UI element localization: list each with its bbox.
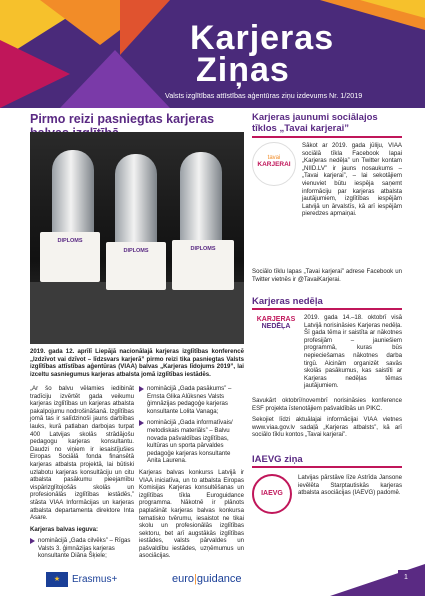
masthead xyxy=(0,0,425,108)
erasmus-logo: Erasmus+ xyxy=(72,574,118,585)
award-item: nominācijā „Gada informatīvais/ metodiskais materiāls” – Balvu novada pašvaldības izglītības, kultūras un sporta pārvaldes pedagoģe karjeras konsultante Anita Laurena. xyxy=(139,419,244,465)
social-heading: Karjeras jaunumi sociālajos tīklos „Tavai karjerai” xyxy=(252,112,378,134)
main-lead: 2019. gada 12. aprīlī Liepājā nacionālajā karjeras izglītības konferencē „Izdzīvot vai dzīvot – līdzsvars karjerā” pirmo reizi tika pasniegtas Valsts izglītības attīstības aģentūras (VIAA) balvas „Karjeras līdojums 2019”, lai izceltu sasniegumus karjeras atbalsta jomā izglītības iestādēs. xyxy=(30,348,244,378)
iaevg-heading: IAEVG ziņa xyxy=(252,454,303,465)
decor-triangle xyxy=(120,0,170,55)
iaevg-text: Latvijas pārstāve līze Astrīda Jansone ievēlēta Starptautiskās karjeras atbalsta asociācijas (IAEVG) padomē. xyxy=(298,474,402,497)
diploma-plaque: DIPLOMS xyxy=(40,232,100,282)
social-text-2: Sociālo tīklu lapas „Tavai karjerai” adrese Facebook un Twitter vietnēs ir @TavaiKarjerai. xyxy=(252,268,402,283)
divider xyxy=(252,308,402,310)
tavai-karjerai-logo: tavai KARJERAI xyxy=(252,142,296,186)
diploma-plaque: DIPLOMS xyxy=(172,240,234,290)
main-column-1: „Ar šo balvu vēlamies iedibināt tradīciju izvērtēt gada veikumu karjeras izglītības un karjeras atbalsta pakalpojumu nodrošināšanā. Izglītības jomā tas ir salīdzinoši jauns darbības lauks, kurā patlaban darbojas turpat 400 Latvijas skolās strādājošu pedagogu karjeras konsultantu. Daudzi no viņiem ir iesaistījušies Eiropas Sociālā fonda finansētā karjeras atbalsta projektā, lai būtiski uzlabotu karjeras konsultāciju un citu atbalsta pasākumu pieejamību vispārizglītojošās skolās un profesionālās izglītības iestādēs,” stāsta VIAA Informācijas un karjeras atbalsta departamenta direktore Inta Asare. Karjeras balvas ieguva: nominācijā „Gada cilvēks” – Rīgas Valsts 3. ģimnāzijas karjeras konsultante Diāna Šķiele; xyxy=(30,385,134,560)
decor-triangle xyxy=(360,0,425,18)
divider xyxy=(252,466,402,468)
social-text: Sākot ar 2019. gada jūliju, VIAA sociālā tīkla Facebook lapai „Karjeras nedēļa” un Twitter kontam „NIID.LV” ir jauns nosaukums – „Tavai karjerai”, – lai sekotājiem vienuviet būtu iespēja saņemt informāciju par karjeras atbalsta jautājumiem, izglītības iespējām Latvijā un ārvalstīs, kā arī iespējām pieredzes apmaiņai. xyxy=(302,142,402,218)
diploma-plaque: DIPLOMS xyxy=(106,242,166,290)
masthead-subtitle: Valsts izglītības attīstības aģentūras ziņu izdevums Nr. 1/2019 xyxy=(165,91,363,100)
main-article-heading: Pirmo reizi pasniegtas karjeras xyxy=(30,112,244,144)
week-text-2: Savukārt oktobrī/novembrī norisināsies konference ESF projekta īstenotājiem pašvaldībās un PIKC. Sekojiet līdzi aktuālajai informācijai VIAA vietnes www.viaa.gov.lv sadaļā „Karjeras atbalsts”, kā arī sociālo tīklu kontos „Tavai karjerai”. xyxy=(252,397,402,439)
main-column-2: nominācijā „Gada pasākums” – Ernsta Glika Alūksnes Valsts ģimnāzijas pedagoģe karjeras konsultante Lolita Vanaga; nominācijā „Gada informatīvais/ metodiskais materiāls” – Balvu novada pašvaldības izglītības, kultūras un sporta pārvaldes pedagoģe karjeras konsultante Anita Laurena. Karjeras balvas konkurss Latvijā ir VIAA iniciatīva, un to atbalsta Eiropas Komisijas Karjeras konsultēšanas un izglītības tīkla Euroguidance programma. Nākotnē ir plānots paplašināt karjeras balvas konkursa tematisko tvērumu, iesaistot ne tikai skolu un profesionālās izglītības sektoru, bet arī augstākās izglītības iestādes, valsts pārvaldes un pašvaldību iestādes, uzņēmumus un asociācijas. xyxy=(139,385,244,560)
week-text: 2019. gada 14.–18. oktobrī visā Latvijā norisināsies Karjeras nedēļa. Šī gada tēma ir saistīta ar nākotnes profesijām – jauniešiem programmā, kuras būs nepieciešamas nākotnes darba tirgū. Aicinām organizēt savās skolās pasākumus, kas saistīti ar Karjeras nedēļas tēmas jautājumiem. xyxy=(304,314,402,390)
award-item: nominācijā „Gada cilvēks” – Rīgas Valsts 3. ģimnāzijas karjeras konsultante Diāna Šķiele; xyxy=(30,537,134,560)
week-heading: Karjeras nedēļa xyxy=(252,296,323,307)
page-number: 1 xyxy=(398,570,414,586)
eu-flag-icon: ★ xyxy=(46,572,68,587)
award-item: nominācijā „Gada pasākums” – Ernsta Glika Alūksnes Valsts ģimnāzijas pedagoģe karjeras konsultante Lolita Vanaga; xyxy=(139,385,244,415)
masthead-title: Karjeras Ziņas xyxy=(190,19,335,89)
iaevg-logo: IAEVG xyxy=(252,474,292,514)
award-photo xyxy=(30,132,244,344)
footer xyxy=(0,564,425,596)
divider xyxy=(252,136,402,138)
euroguidance-logo: euro|guidance xyxy=(172,573,242,585)
decor-triangle xyxy=(60,50,170,108)
karjeras-nedela-logo: KARJERAS NEDĒĻA xyxy=(256,316,296,330)
